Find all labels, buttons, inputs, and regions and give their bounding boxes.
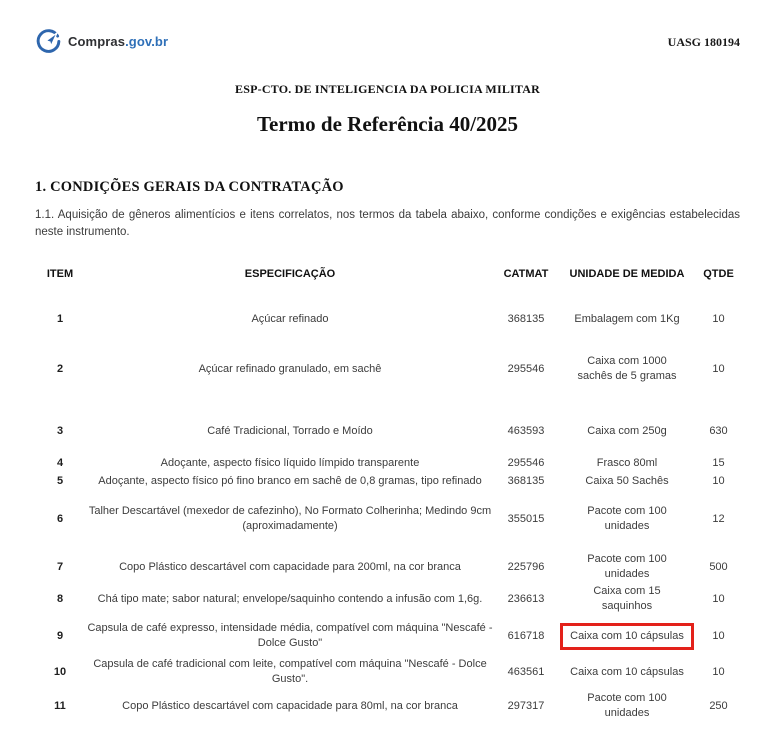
- item-catmat: 368135: [507, 313, 545, 325]
- item-catmat: 295546: [507, 362, 545, 375]
- items-table: [35, 266, 740, 723]
- table-row-highlighted: [35, 616, 740, 653]
- section-heading: 1. CONDIÇÕES GERAIS DA CONTRATAÇÃO: [35, 179, 344, 195]
- item-spec: Capsula de café tradicional com leite, compatível com máquina "Nescafé - Dolce Gusto".: [93, 658, 487, 685]
- item-spec: Copo Plástico descartável com capacidade para 80ml, na cor branca: [122, 699, 458, 712]
- table-row: [35, 689, 740, 723]
- item-number: 7: [56, 560, 64, 573]
- item-spec: Chá tipo mate; sabor natural; envelope/saquinho contendo a infusão com 1,6g.: [97, 592, 483, 605]
- intro-paragraph: 1.1. Aquisição de gêneros alimentícios e itens correlatos, nos termos da tabela abaixo, conforme condições e exigências estabelecidas neste instrumento.: [35, 209, 740, 238]
- item-number: 4: [56, 457, 64, 469]
- item-number: 9: [56, 629, 64, 642]
- col-header-unidade-de-medida: UNIDADE DE MEDIDA: [569, 268, 685, 280]
- item-number: 1: [56, 313, 64, 325]
- item-spec: Adoçante, aspecto físico pó fino branco em sachê de 0,8 gramas, tipo refinado: [98, 475, 482, 487]
- logo-text-compras: Compras: [68, 34, 126, 49]
- table-row: [35, 653, 740, 689]
- item-unit: Caixa 50 Sachês: [585, 475, 669, 487]
- item-catmat: 463593: [507, 425, 545, 437]
- item-qtde: 10: [712, 592, 725, 605]
- document-title: Termo de Referência 40/2025: [256, 112, 519, 136]
- item-spec: Adoçante, aspecto físico líquido límpido transparente: [160, 457, 420, 469]
- item-number: 5: [56, 475, 64, 487]
- uasg-number: UASG 180194: [667, 35, 740, 49]
- item-unit: Caixa com 10 cápsulas: [570, 665, 684, 678]
- item-unit: Pacote com 100 unidades: [587, 553, 667, 580]
- table-row: [35, 453, 740, 474]
- item-catmat: 368135: [507, 475, 545, 487]
- table-row: [35, 402, 740, 453]
- item-qtde: 12: [712, 512, 725, 525]
- item-spec: Copo Plástico descartável com capacidade para 200ml, na cor branca: [119, 560, 461, 573]
- item-unit: Pacote com 100 unidades: [587, 692, 667, 719]
- item-unit: Embalagem com 1Kg: [574, 313, 680, 325]
- item-spec: Açúcar refinado granulado, em sachê: [198, 362, 382, 375]
- item-qtde: 10: [712, 313, 725, 325]
- col-header-qtde: QTDE: [703, 268, 734, 280]
- item-catmat: 297317: [507, 699, 545, 712]
- item-catmat: 236613: [507, 592, 545, 605]
- red-highlight-box: Caixa com 10 cápsulas: [560, 623, 694, 650]
- table-row: [35, 294, 740, 345]
- col-header-catmat: CATMAT: [503, 268, 549, 280]
- item-number: 2: [56, 362, 64, 375]
- item-unit: [557, 616, 697, 653]
- table-row: [35, 582, 740, 616]
- item-unit: Pacote com 100 unidades: [587, 505, 667, 532]
- item-qtde: 630: [709, 425, 728, 437]
- item-spec: Capsula de café expresso, intensidade média, compatível com máquina "Nescafé - Dolce Gusto": [87, 622, 493, 649]
- item-unit: Frasco 80ml: [596, 457, 658, 469]
- item-catmat: 616718: [507, 629, 545, 642]
- item-unit: Caixa com 250g: [587, 425, 667, 437]
- item-number: 3: [56, 425, 64, 437]
- item-number: 6: [56, 512, 64, 525]
- item-number: 11: [54, 699, 66, 712]
- item-number: 10: [53, 665, 67, 678]
- page-header: [0, 0, 775, 55]
- item-catmat: 295546: [507, 457, 545, 469]
- logo-text-govbr: .gov.br: [125, 34, 169, 49]
- item-catmat: 463561: [507, 665, 545, 678]
- table-row: [35, 546, 740, 582]
- item-qtde: 15: [712, 457, 725, 469]
- item-qtde: 10: [712, 362, 725, 375]
- item-catmat: 355015: [507, 512, 545, 525]
- item-catmat: 225796: [507, 560, 545, 573]
- item-spec: Açúcar refinado: [251, 313, 329, 325]
- table-row: [35, 474, 740, 492]
- col-header-especificacao: ESPECIFICAÇÃO: [244, 268, 336, 280]
- organization-line: ESP-CTO. DE INTELIGENCIA DA POLICIA MILITAR: [235, 82, 540, 96]
- item-qtde: 250: [709, 699, 728, 712]
- item-qtde: 500: [709, 560, 728, 573]
- item-qtde: 10: [712, 665, 725, 678]
- compras-gov-logo: [35, 28, 168, 55]
- item-unit: Caixa com 15 saquinhos: [593, 585, 661, 612]
- item-spec: Café Tradicional, Torrado e Moído: [207, 425, 373, 437]
- logo-wordmark: [68, 34, 168, 49]
- compras-gov-logo-icon: [35, 28, 62, 55]
- item-unit: Caixa com 1000 sachês de 5 gramas: [577, 355, 677, 382]
- table-row: [35, 345, 740, 402]
- items-table-header: [35, 266, 740, 294]
- col-header-item: ITEM: [46, 268, 74, 280]
- item-spec: Talher Descartável (mexedor de cafezinho), No Formato Colherinha; Medindo 9cm (aproximadamente): [88, 505, 492, 532]
- item-qtde: 10: [712, 475, 725, 487]
- item-qtde: 10: [712, 629, 725, 642]
- table-row: [35, 492, 740, 546]
- item-number: 8: [56, 592, 64, 605]
